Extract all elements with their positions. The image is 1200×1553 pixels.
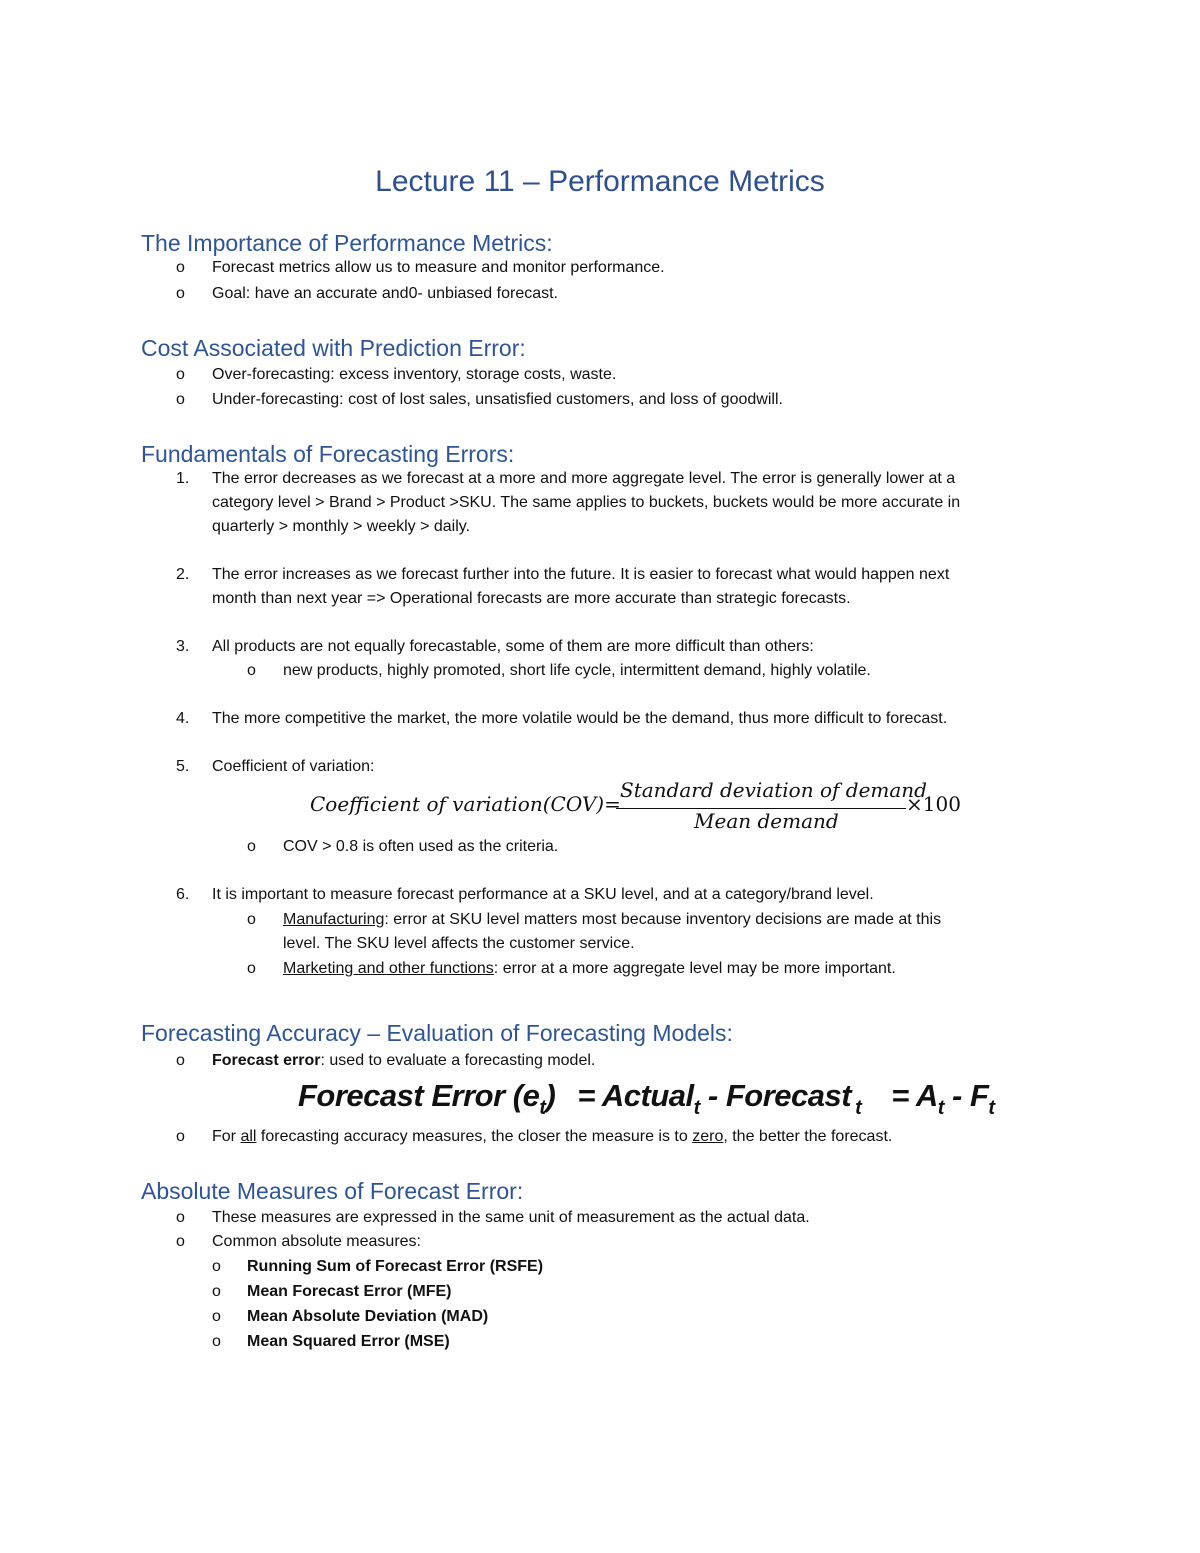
heading-absolute: Absolute Measures of Forecast Error: bbox=[141, 1178, 524, 1204]
list-item: Forecast metrics allow us to measure and monitor performance. bbox=[212, 259, 665, 276]
list-number: 5. bbox=[176, 758, 190, 775]
list-number: 6. bbox=[176, 886, 190, 903]
measure-item: Mean Absolute Deviation (MAD) bbox=[247, 1308, 489, 1325]
list-item-text: All products are not equally forecastable, some of them are more difficult than others: bbox=[212, 638, 814, 655]
list-item-text: Coefficient of variation: bbox=[212, 758, 375, 775]
marketing-label: Marketing and other functions bbox=[283, 960, 494, 977]
cov-formula bbox=[310, 776, 1010, 836]
sub-list-item: COV > 0.8 is often used as the criteria. bbox=[283, 838, 559, 855]
list-number: 4. bbox=[176, 710, 190, 727]
list-item-text: The more competitive the market, the more volatile would be the demand, thus more difficult to forecast. bbox=[212, 710, 948, 727]
manufacturing-label: Manufacturing bbox=[283, 911, 385, 928]
eq-part: = Actual bbox=[577, 1078, 694, 1113]
formula-lhs: Coefficient of variation(COV)= bbox=[310, 792, 621, 816]
bullet-marker: o bbox=[212, 1308, 221, 1325]
bullet-marker: o bbox=[176, 1128, 185, 1145]
list-item-text: It is important to measure forecast performance at a SKU level, and at a category/brand level. bbox=[212, 886, 874, 903]
bullet-marker: o bbox=[212, 1258, 221, 1275]
forecast-error-desc: : used to evaluate a forecasting model. bbox=[320, 1052, 596, 1069]
list-item-text: month than next year => Operational forecasts are more accurate than strategic forecasts. bbox=[212, 590, 851, 607]
list-item: These measures are expressed in the same unit of measurement as the actual data. bbox=[212, 1209, 810, 1226]
formula-numerator: Standard deviation of demand bbox=[620, 778, 927, 802]
eq-part: - F bbox=[943, 1078, 989, 1113]
sub-list-item bbox=[283, 958, 896, 980]
bullet-marker: o bbox=[212, 1333, 221, 1350]
text-run: zero bbox=[692, 1128, 724, 1145]
eq-sub: t bbox=[855, 1097, 862, 1119]
eq-part: - Forecast bbox=[699, 1078, 852, 1113]
heading-importance: The Importance of Performance Metrics: bbox=[141, 230, 553, 256]
eq-sub: t bbox=[988, 1097, 995, 1119]
list-item: Common absolute measures: bbox=[212, 1233, 421, 1250]
list-number: 2. bbox=[176, 566, 190, 583]
text-run: For bbox=[212, 1128, 241, 1145]
bullet-marker: o bbox=[176, 1233, 185, 1250]
bullet-marker: o bbox=[247, 960, 256, 977]
page-title: Lecture 11 – Performance Metrics bbox=[375, 165, 825, 198]
list-item-text: category level > Brand > Product >SKU. The same applies to buckets, buckets would be more accurate in bbox=[212, 494, 961, 511]
sub-list-item: new products, highly promoted, short life cycle, intermittent demand, highly volatile. bbox=[283, 662, 871, 679]
sub-list-item bbox=[283, 909, 941, 931]
heading-accuracy: Forecasting Accuracy – Evaluation of Forecasting Models: bbox=[141, 1020, 733, 1046]
bullet-marker: o bbox=[176, 366, 185, 383]
text-run: all bbox=[240, 1128, 257, 1145]
formula-multiplier: ×100 bbox=[906, 792, 961, 816]
bullet-marker: o bbox=[176, 1209, 185, 1226]
eq-part: = A bbox=[891, 1078, 938, 1113]
list-item bbox=[212, 1126, 892, 1148]
forecast-error-term: Forecast error bbox=[212, 1052, 321, 1069]
eq-part: ) bbox=[545, 1078, 556, 1113]
formula-denominator: Mean demand bbox=[694, 809, 839, 833]
measure-item: Running Sum of Forecast Error (RSFE) bbox=[247, 1258, 544, 1275]
list-item-text: The error increases as we forecast further into the future. It is easier to forecast what would happen next bbox=[212, 566, 950, 583]
text-run: , the better the forecast. bbox=[723, 1128, 893, 1145]
list-item-text: The error decreases as we forecast at a more and more aggregate level. The error is generally lower at a bbox=[212, 470, 956, 487]
bullet-marker: o bbox=[176, 259, 185, 276]
list-item: Over-forecasting: excess inventory, storage costs, waste. bbox=[212, 366, 617, 383]
heading-fundamentals: Fundamentals of Forecasting Errors: bbox=[141, 441, 515, 467]
bullet-marker: o bbox=[176, 391, 185, 408]
bullet-marker: o bbox=[176, 1052, 185, 1069]
list-item bbox=[212, 1050, 595, 1072]
list-item: Under-forecasting: cost of lost sales, unsatisfied customers, and loss of goodwill. bbox=[212, 391, 783, 408]
eq-sub: t bbox=[937, 1097, 944, 1119]
bullet-marker: o bbox=[176, 285, 185, 302]
forecast-error-equation bbox=[298, 1078, 995, 1120]
measure-item: Mean Squared Error (MSE) bbox=[247, 1333, 450, 1350]
bullet-marker: o bbox=[247, 911, 256, 928]
list-number: 3. bbox=[176, 638, 190, 655]
measure-item: Mean Forecast Error (MFE) bbox=[247, 1283, 452, 1300]
text-run: forecasting accuracy measures, the closer the measure is to bbox=[256, 1128, 693, 1145]
marketing-text: : error at a more aggregate level may be more important. bbox=[493, 960, 896, 977]
bullet-marker: o bbox=[247, 662, 256, 679]
eq-part: Forecast Error (e bbox=[298, 1078, 540, 1113]
heading-cost: Cost Associated with Prediction Error: bbox=[141, 335, 526, 361]
manufacturing-text: : error at SKU level matters most because inventory decisions are made at this bbox=[384, 911, 942, 928]
sub-list-item-continued: level. The SKU level affects the customer service. bbox=[283, 935, 635, 952]
list-number: 1. bbox=[176, 470, 190, 487]
list-item-text: quarterly > monthly > weekly > daily. bbox=[212, 518, 471, 535]
bullet-marker: o bbox=[247, 838, 256, 855]
eq-sub: t bbox=[539, 1097, 546, 1119]
eq-sub: t bbox=[693, 1097, 700, 1119]
list-item: Goal: have an accurate and0- unbiased forecast. bbox=[212, 285, 558, 302]
bullet-marker: o bbox=[212, 1283, 221, 1300]
